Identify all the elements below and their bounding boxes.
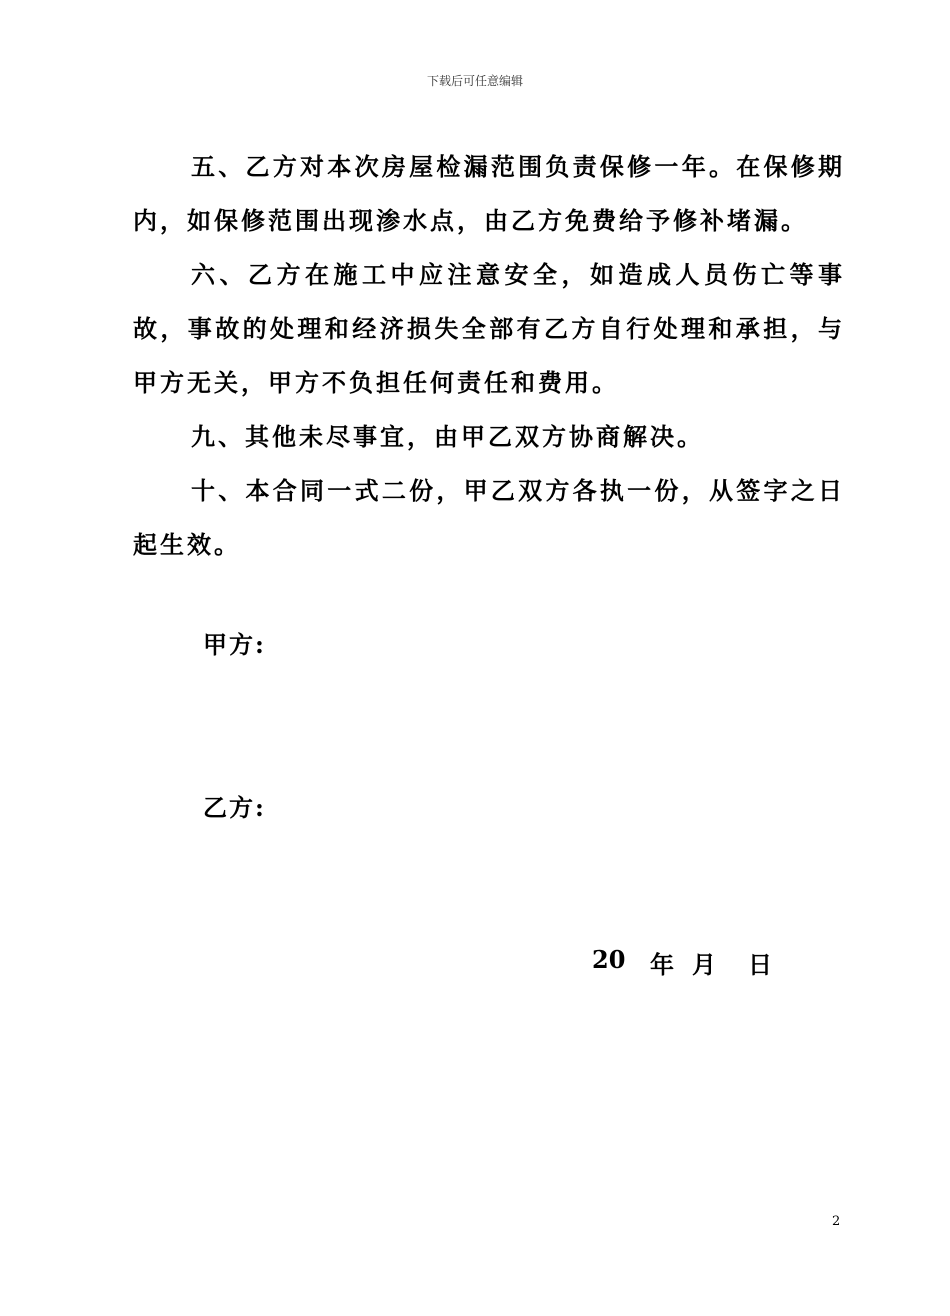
contract-body (133, 140, 845, 572)
party-b-signature-label: 乙方: (203, 793, 266, 822)
clause-nine: 九、其他未尽事宜，由甲乙双方协商解决。 (191, 422, 704, 451)
page-number: 2 (832, 1214, 841, 1229)
date-month-char: 月 (692, 950, 716, 979)
clause-six: 六、乙方在施工中应注意安全，如造成人员伤亡等事故，事故的处理和经济损失全部有乙方自行处理和承担，与甲方无关，甲方不负担任何责任和费用。 (133, 260, 845, 397)
date-year: 20 (592, 945, 626, 974)
party-a-signature-label: 甲方: (203, 630, 266, 659)
clause-five: 五、乙方对本次房屋检漏范围负责保修一年。在保修期内，如保修范围出现渗水点，由乙方免费给予修补堵漏。 (133, 152, 845, 235)
date-year-char: 年 (650, 950, 674, 979)
page-header: 下载后可任意编辑 (426, 74, 523, 88)
date-day-char: 日 (748, 950, 772, 979)
clause-ten: 十、本合同一式二份，甲乙双方各执一份，从签字之日起生效。 (133, 476, 845, 559)
signing-date (592, 945, 772, 980)
